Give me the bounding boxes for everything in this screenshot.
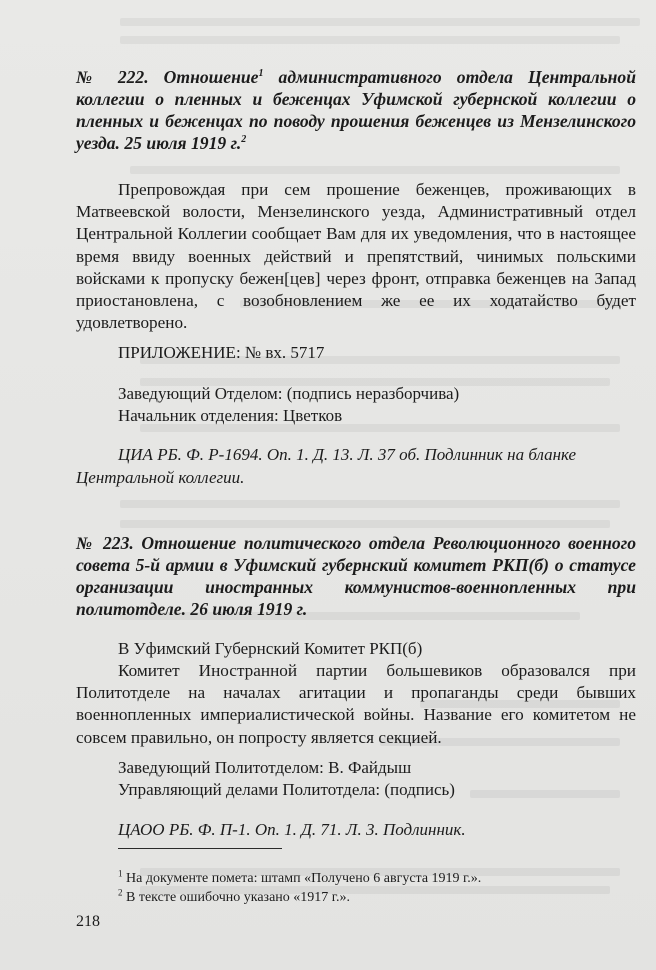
document-223-body: Комитет Иностранной партии большевиков образовался при Политотделе на началах агитации и пропаганды среди бывших военнопленных империалистической войны. Название его комитетом не совсем правильно, он попросту является секцией.	[76, 661, 636, 747]
document-222-signature-head: Заведующий Отделом: (подпись неразборчива)	[118, 384, 460, 403]
document-222-appendix: ПРИЛОЖЕНИЕ: № вх. 5717	[118, 343, 325, 362]
document-222-body: Препровождая при сем прошение беженцев, проживающих в Матвеевской волости, Мензелинского уезда, Административный отдел Центральной Коллегии сообщает Вам для их уведомления, что в настоящее время ввиду военных действий и препятствий, чинимых польскими войсками к пропуску бежен[цев] через фронт, отправка беженцев на Запад приостановлена, с возобновлением же ее их ходатайство будет удовлетворено.	[76, 180, 636, 333]
document-223-signature-head: Заведующий Политотделом: В. Файдыш	[118, 758, 412, 777]
document-223-archive-source: ЦАОО РБ. Ф. П-1. Оп. 1. Д. 71. Л. 3. Подлинник.	[118, 820, 466, 839]
page-number: 218	[76, 913, 100, 930]
document-223-addressee: В Уфимский Губернский Комитет РКП(б)	[118, 639, 423, 658]
document-222-signature-chief: Начальник отделения: Цветков	[118, 406, 343, 425]
footnote-1: $^1$ На документе помета: штамп «Получено 6 августа 1919 г.».	[118, 868, 482, 886]
footnote-separator	[118, 848, 282, 849]
footnote-2: $^2$ В тексте ошибочно указано «1917 г.».	[118, 887, 350, 905]
document-222-archive-source: ЦИА РБ. Ф. Р-1694. Оп. 1. Д. 13. Л. 37 об. Подлинник на бланке Центральной коллегии.	[76, 445, 577, 487]
footnote-ref-1: 1	[258, 68, 264, 80]
document-223-signature-manager: Управляющий делами Политотдела: (подпись)	[118, 780, 455, 799]
document-223-heading: № 223. Отношение политического отдела Революционного военного совета 5-й армии в Уфимский губернский комитет РКП(б) о статусе организации иностранных коммунистов-военнопленных при политотделе. 26 июля 1919 г.	[76, 533, 636, 619]
document-222-heading: № 222. Отношение$^1$ административного отдела Центральной коллегии о пленных и беженцах Уфимской губернской коллегии о пленных и беженцах по поводу прошения беженцев из Мензелинского уезда. 25 июля 1919 г.$^2$	[76, 67, 636, 153]
footnote-ref-2: 2	[241, 134, 247, 146]
